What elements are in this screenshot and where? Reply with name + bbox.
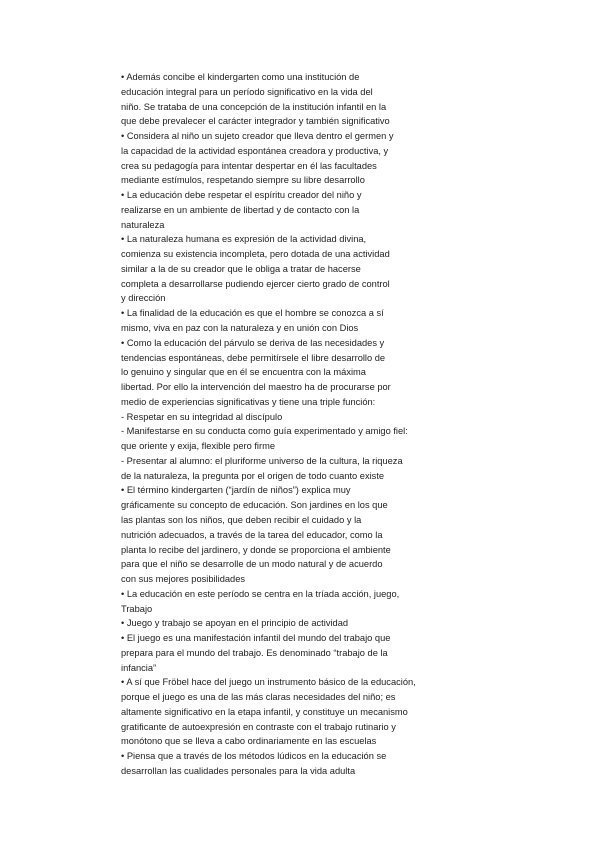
text-line: niño. Se trataba de una concepción de la institución infantil en la xyxy=(121,101,387,112)
text-line: • Considera al niño un sujeto creador que lleva dentro el germen y xyxy=(121,131,394,142)
text-line: • Además concibe el kindergarten como una institución de xyxy=(121,72,360,82)
text-line: gratificante de autoexpresión en contraste con el trabajo rutinario y xyxy=(121,721,396,732)
text-line: tendencias espontáneas, debe permitírsele el libre desarrollo de xyxy=(121,352,386,363)
text-line: realizarse en un ambiente de libertad y de contacto con la xyxy=(121,204,360,215)
text-line: de la naturaleza, la pregunta por el origen de todo cuanto existe xyxy=(121,470,385,481)
text-line: lo genuino y singular que en él se encuentra con la máxima xyxy=(121,367,366,378)
text-line: • Piensa que a través de los métodos lúdicos en la educación se xyxy=(121,751,387,762)
text-line: • La naturaleza humana es expresión de la actividad divina, xyxy=(121,234,367,245)
text-line: • La finalidad de la educación es que el hombre se conozca a sí xyxy=(121,308,384,319)
text-line: • La educación en este período se centra en la tríada acción, juego, xyxy=(121,588,400,599)
text-line: la capacidad de la actividad espontánea creadora y productiva, y xyxy=(121,145,389,156)
text-line: para que el niño se desarrolle de un modo natural y de acuerdo xyxy=(121,559,383,570)
text-line: con sus mejores posibilidades xyxy=(121,574,246,585)
text-line: • A sí que Fröbel hace del juego un instrumento básico de la educación, xyxy=(121,677,416,688)
text-line: medio de experiencias significativas y tiene una triple función: xyxy=(121,396,376,407)
text-line: porque el juego es una de las más claras necesidades del niño; es xyxy=(121,692,396,703)
text-line: mediante estímulos, respetando siempre su libre desarrollo xyxy=(121,175,365,186)
text-line: que debe prevalecer el carácter integrador y también significativo xyxy=(121,116,390,127)
text-line: - Presentar al alumno: el pluriforme universo de la cultura, la riqueza xyxy=(121,455,403,466)
text-line: similar a la de su creador que le obliga a tratar de hacerse xyxy=(121,263,361,274)
text-line: altamente significativo en la etapa infantil, y constituye un mecanismo xyxy=(121,706,408,717)
text-line: desarrollan las cualidades personales para la vida adulta xyxy=(121,765,356,776)
text-line: y dirección xyxy=(121,293,166,304)
text-line: completa a desarrollarse pudiendo ejercer cierto grado de control xyxy=(121,278,390,289)
text-line: educación integral para un período significativo en la vida del xyxy=(121,86,373,97)
text-line: Trabajo xyxy=(121,603,153,614)
text-line: naturaleza xyxy=(121,219,165,230)
text-line: • Como la educación del párvulo se deriva de las necesidades y xyxy=(121,337,385,348)
text-line: gráficamente su concepto de educación. Son jardines en los que xyxy=(121,500,388,511)
text-line: mismo, viva en paz con la naturaleza y en unión con Dios xyxy=(121,323,359,334)
document-text xyxy=(121,70,481,779)
text-line: que oriente y exija, flexible pero firme xyxy=(121,441,275,452)
text-line: • La educación debe respetar el espíritu creador del niño y xyxy=(121,190,362,201)
text-line: • El juego es una manifestación infantil del mundo del trabajo que xyxy=(121,633,391,644)
text-line: crea su pedagogía para intentar despertar en él las facultades xyxy=(121,160,377,171)
text-line: nutrición adecuados, a través de la tarea del educador, como la xyxy=(121,529,383,540)
text-line: planta lo recibe del jardinero, y donde se proporciona el ambiente xyxy=(121,544,391,555)
text-line: - Manifestarse en su conducta como guía experimentado y amigo fiel: xyxy=(121,426,408,437)
text-line: • Juego y trabajo se apoyan en el principio de actividad xyxy=(121,618,349,629)
text-line: comienza su existencia incompleta, pero dotada de una actividad xyxy=(121,249,390,260)
text-line: libertad. Por ello la intervención del maestro ha de procurarse por xyxy=(121,382,391,393)
text-line: monótono que se lleva a cabo ordinariamente en las escuelas xyxy=(121,736,377,747)
text-line: prepara para el mundo del trabajo. Es denominado “trabajo de la xyxy=(121,647,388,658)
text-line: • El término kindergarten (“jardín de niños”) explica muy xyxy=(121,485,351,496)
text-line: infancia” xyxy=(121,662,157,673)
text-line: las plantas son los niños, que deben recibir el cuidado y la xyxy=(121,514,362,525)
text-line: - Respetar en su integridad al discípulo xyxy=(121,411,283,422)
